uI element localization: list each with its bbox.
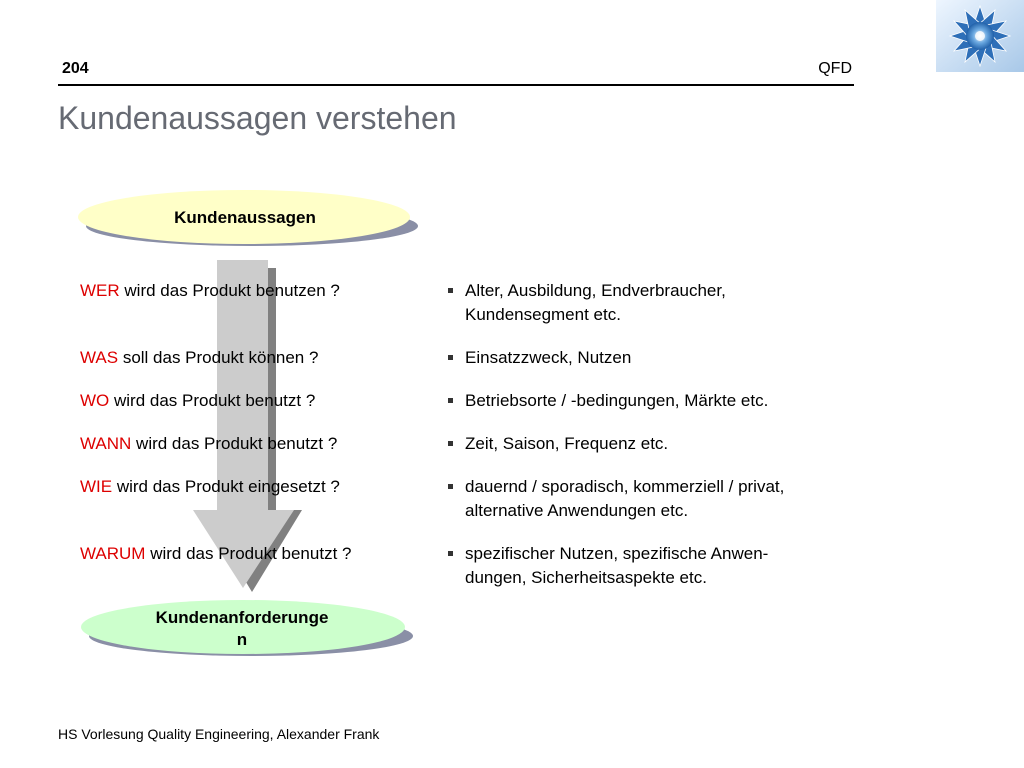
answer-item bbox=[448, 432, 848, 456]
question-text: wird das Produkt benutzt ? bbox=[145, 544, 352, 563]
question-keyword: WAS bbox=[80, 348, 119, 367]
question-text: soll das Produkt können ? bbox=[118, 348, 319, 367]
answer-line: Kundensegment etc. bbox=[465, 305, 621, 324]
square-bullet-icon bbox=[448, 484, 453, 489]
question-keyword: WO bbox=[80, 391, 110, 410]
question-text: wird das Produkt eingesetzt ? bbox=[112, 477, 340, 496]
question-row bbox=[80, 544, 351, 564]
square-bullet-icon bbox=[448, 355, 453, 360]
slide-number: 204 bbox=[62, 60, 89, 77]
answer-line: Betriebsorte / -bedingungen, Märkte etc. bbox=[465, 391, 769, 410]
question-keyword: WANN bbox=[80, 434, 132, 453]
answer-item bbox=[448, 475, 848, 523]
footer-text: HS Vorlesung Quality Engineering, Alexander Frank bbox=[58, 726, 380, 742]
question-text: wird das Produkt benutzt ? bbox=[109, 391, 316, 410]
top-oval-label: Kundenaussagen bbox=[174, 208, 316, 227]
bottom-oval-label-line1: Kundenanforderunge bbox=[155, 608, 329, 627]
page-title: Kundenaussagen verstehen bbox=[58, 100, 457, 136]
bottom-oval-label-line2: n bbox=[236, 630, 248, 649]
answer-line: dauernd / sporadisch, kommerziell / privat, bbox=[465, 477, 785, 496]
square-bullet-icon bbox=[448, 551, 453, 556]
square-bullet-icon bbox=[448, 441, 453, 446]
question-row bbox=[80, 348, 318, 368]
question-keyword: WIE bbox=[80, 477, 113, 496]
answer-item bbox=[448, 346, 848, 370]
question-row bbox=[80, 434, 337, 454]
bottom-oval-label bbox=[130, 607, 354, 651]
question-row bbox=[80, 477, 340, 497]
answer-line: Alter, Ausbildung, Endverbraucher, bbox=[465, 281, 726, 300]
question-text: wird das Produkt benutzt ? bbox=[131, 434, 338, 453]
square-bullet-icon bbox=[448, 288, 453, 293]
answer-item bbox=[448, 542, 848, 590]
question-row bbox=[80, 391, 315, 411]
answer-item bbox=[448, 279, 848, 327]
question-row bbox=[80, 281, 340, 301]
answer-line: dungen, Sicherheitsaspekte etc. bbox=[465, 568, 707, 587]
question-keyword: WARUM bbox=[80, 544, 146, 563]
question-text: wird das Produkt benutzen ? bbox=[119, 281, 340, 300]
answer-line: Zeit, Saison, Frequenz etc. bbox=[465, 434, 669, 453]
answer-line: Einsatzzweck, Nutzen bbox=[465, 348, 632, 367]
answer-line: spezifischer Nutzen, spezifische Anwen- bbox=[465, 544, 769, 563]
square-bullet-icon bbox=[448, 398, 453, 403]
answer-item bbox=[448, 389, 848, 413]
slide-topic: QFD bbox=[818, 60, 852, 77]
question-keyword: WER bbox=[80, 281, 120, 300]
answer-line: alternative Anwendungen etc. bbox=[465, 501, 689, 520]
